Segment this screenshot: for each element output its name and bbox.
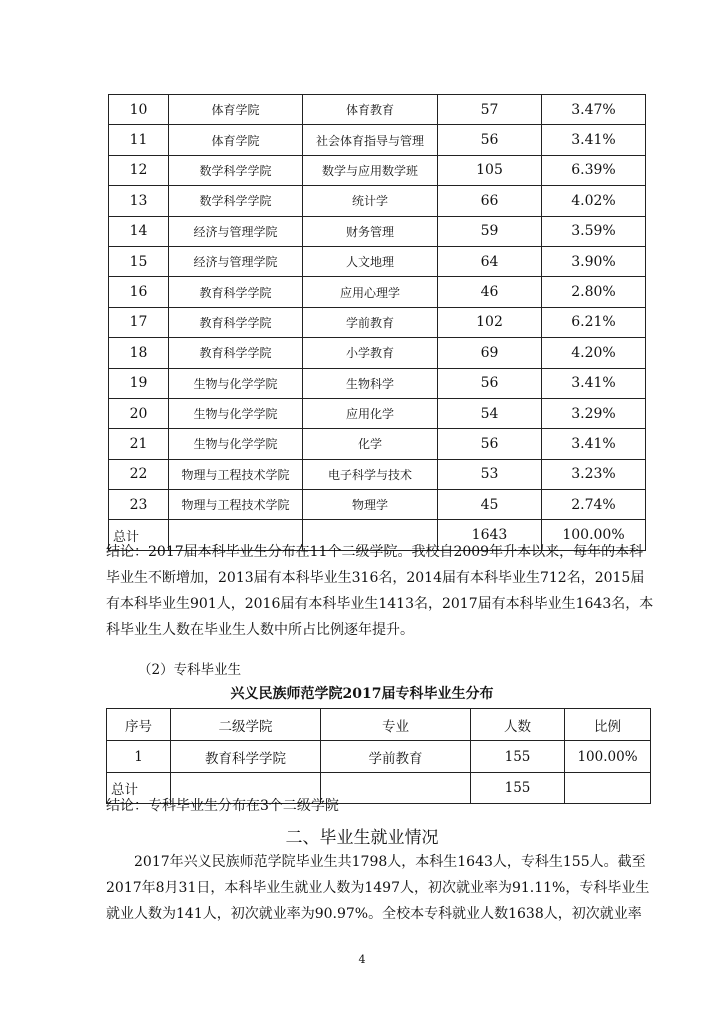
cell-no: 14 bbox=[109, 216, 169, 246]
cell-college: 物理与工程技术学院 bbox=[169, 459, 303, 489]
undergrad-distribution-table bbox=[108, 94, 646, 551]
table-row bbox=[109, 95, 646, 125]
cell-count: 57 bbox=[438, 95, 542, 125]
cell-ratio: 4.20% bbox=[542, 338, 646, 368]
cell-major: 人文地理 bbox=[303, 246, 438, 276]
cell-college: 体育学院 bbox=[169, 125, 303, 155]
cell-count: 45 bbox=[438, 490, 542, 520]
cell-major: 电子科学与技术 bbox=[303, 459, 438, 489]
cell-major: 社会体育指导与管理 bbox=[303, 125, 438, 155]
table-row bbox=[109, 125, 646, 155]
cell-no: 1 bbox=[107, 741, 171, 773]
cell-count: 56 bbox=[438, 429, 542, 459]
cell-major: 物理学 bbox=[303, 490, 438, 520]
table-caption: 兴义民族师范学院2017届专科毕业生分布 bbox=[230, 686, 494, 702]
cell-count: 56 bbox=[438, 125, 542, 155]
cell-no: 19 bbox=[109, 368, 169, 398]
table-row bbox=[109, 459, 646, 489]
cell-major: 应用化学 bbox=[303, 398, 438, 428]
header-no: 序号 bbox=[107, 709, 171, 741]
table-header-row bbox=[107, 709, 651, 741]
subheading-vocational: （2）专科毕业生 bbox=[138, 662, 242, 678]
table-row bbox=[109, 216, 646, 246]
cell-ratio: 3.29% bbox=[542, 398, 646, 428]
total-count: 1643 bbox=[438, 520, 542, 550]
cell-count: 46 bbox=[438, 277, 542, 307]
table-row bbox=[109, 155, 646, 185]
body-line: 就业人数为141人，初次就业率为90.97%。全校本专科就业人数1638人，初次就业率 bbox=[106, 906, 642, 922]
conclusion-line: 科毕业生人数在毕业生人数中所占比例逐年提升。 bbox=[106, 622, 414, 638]
cell-no: 23 bbox=[109, 490, 169, 520]
vocational-distribution-table bbox=[106, 708, 651, 804]
cell-major: 数学与应用数学班 bbox=[303, 155, 438, 185]
conclusion-vocational: 结论：专科毕业生分布在3个二级学院 bbox=[106, 798, 339, 814]
cell-major: 学前教育 bbox=[303, 307, 438, 337]
cell-college: 生物与化学学院 bbox=[169, 368, 303, 398]
table-row bbox=[109, 490, 646, 520]
cell-no: 17 bbox=[109, 307, 169, 337]
page-number: 4 bbox=[358, 953, 366, 966]
cell-major: 小学教育 bbox=[303, 338, 438, 368]
cell-count: 69 bbox=[438, 338, 542, 368]
table-row bbox=[109, 186, 646, 216]
cell-college: 教育科学学院 bbox=[169, 338, 303, 368]
cell-college: 经济与管理学院 bbox=[169, 246, 303, 276]
section-body bbox=[106, 849, 650, 927]
cell-ratio: 4.02% bbox=[542, 186, 646, 216]
cell-count: 102 bbox=[438, 307, 542, 337]
cell-ratio: 2.80% bbox=[542, 277, 646, 307]
cell-no: 16 bbox=[109, 277, 169, 307]
body-line: 2017年兴义民族师范学院毕业生共1798人，本科生1643人，专科生155人。截至 bbox=[106, 854, 646, 870]
header-ratio: 比例 bbox=[565, 709, 651, 741]
cell-count: 105 bbox=[438, 155, 542, 185]
cell-ratio: 6.21% bbox=[542, 307, 646, 337]
cell-ratio: 3.90% bbox=[542, 246, 646, 276]
cell-count: 64 bbox=[438, 246, 542, 276]
cell-ratio: 3.41% bbox=[542, 429, 646, 459]
cell-college: 体育学院 bbox=[169, 95, 303, 125]
cell-college: 生物与化学学院 bbox=[169, 398, 303, 428]
cell-no: 10 bbox=[109, 95, 169, 125]
cell-college: 教育科学学院 bbox=[169, 277, 303, 307]
conclusion-line: 有本科毕业生901人，2016届有本科毕业生1413名，2017届有本科毕业生1643名，本 bbox=[106, 596, 654, 612]
total-label: 总计 bbox=[107, 773, 171, 804]
cell-college: 教育科学学院 bbox=[169, 307, 303, 337]
cell-ratio: 3.41% bbox=[542, 125, 646, 155]
total-ratio: 100.00% bbox=[542, 520, 646, 550]
table-row bbox=[109, 307, 646, 337]
cell-count: 155 bbox=[471, 741, 565, 773]
cell-count: 66 bbox=[438, 186, 542, 216]
cell-college: 生物与化学学院 bbox=[169, 429, 303, 459]
cell-no: 20 bbox=[109, 398, 169, 428]
conclusion-line: 毕业生不断增加，2013届有本科毕业生316名，2014届有本科毕业生712名，2015届 bbox=[106, 570, 645, 586]
cell-major: 体育教育 bbox=[303, 95, 438, 125]
conclusion-line: 结论：2017届本科毕业生分布在11个二级学院。我校自2009年升本以来，每年的本科 bbox=[106, 544, 644, 560]
table-row bbox=[109, 277, 646, 307]
cell-ratio: 100.00% bbox=[565, 741, 651, 773]
cell-count: 59 bbox=[438, 216, 542, 246]
table-row bbox=[109, 398, 646, 428]
table-row bbox=[109, 246, 646, 276]
conclusion-undergrad bbox=[106, 539, 654, 643]
header-count: 人数 bbox=[471, 709, 565, 741]
header-major: 专业 bbox=[321, 709, 471, 741]
cell-no: 22 bbox=[109, 459, 169, 489]
cell-college: 物理与工程技术学院 bbox=[169, 490, 303, 520]
cell-ratio: 3.59% bbox=[542, 216, 646, 246]
cell-college: 经济与管理学院 bbox=[169, 216, 303, 246]
table-row bbox=[107, 741, 651, 773]
cell-no: 18 bbox=[109, 338, 169, 368]
section-title: 二、毕业生就业情况 bbox=[285, 828, 439, 848]
cell-ratio: 3.23% bbox=[542, 459, 646, 489]
cell-no: 15 bbox=[109, 246, 169, 276]
cell-ratio: 3.41% bbox=[542, 368, 646, 398]
cell-ratio: 3.47% bbox=[542, 95, 646, 125]
cell-count: 54 bbox=[438, 398, 542, 428]
cell-college: 数学科学学院 bbox=[169, 186, 303, 216]
total-count: 155 bbox=[471, 773, 565, 804]
table-row bbox=[109, 338, 646, 368]
cell-major: 学前教育 bbox=[321, 741, 471, 773]
cell-major: 应用心理学 bbox=[303, 277, 438, 307]
total-label: 总计 bbox=[109, 520, 169, 550]
body-line: 2017年8月31日，本科毕业生就业人数为1497人，初次就业率为91.11%，专科毕业生 bbox=[106, 880, 650, 896]
cell-no: 12 bbox=[109, 155, 169, 185]
cell-ratio: 2.74% bbox=[542, 490, 646, 520]
cell-ratio: 6.39% bbox=[542, 155, 646, 185]
header-college: 二级学院 bbox=[171, 709, 321, 741]
cell-count: 53 bbox=[438, 459, 542, 489]
cell-major: 财务管理 bbox=[303, 216, 438, 246]
cell-no: 13 bbox=[109, 186, 169, 216]
cell-major: 统计学 bbox=[303, 186, 438, 216]
cell-count: 56 bbox=[438, 368, 542, 398]
cell-no: 21 bbox=[109, 429, 169, 459]
cell-college: 数学科学学院 bbox=[169, 155, 303, 185]
table-row bbox=[109, 429, 646, 459]
table-row bbox=[109, 368, 646, 398]
cell-major: 化学 bbox=[303, 429, 438, 459]
cell-no: 11 bbox=[109, 125, 169, 155]
cell-major: 生物科学 bbox=[303, 368, 438, 398]
cell-college: 教育科学学院 bbox=[171, 741, 321, 773]
